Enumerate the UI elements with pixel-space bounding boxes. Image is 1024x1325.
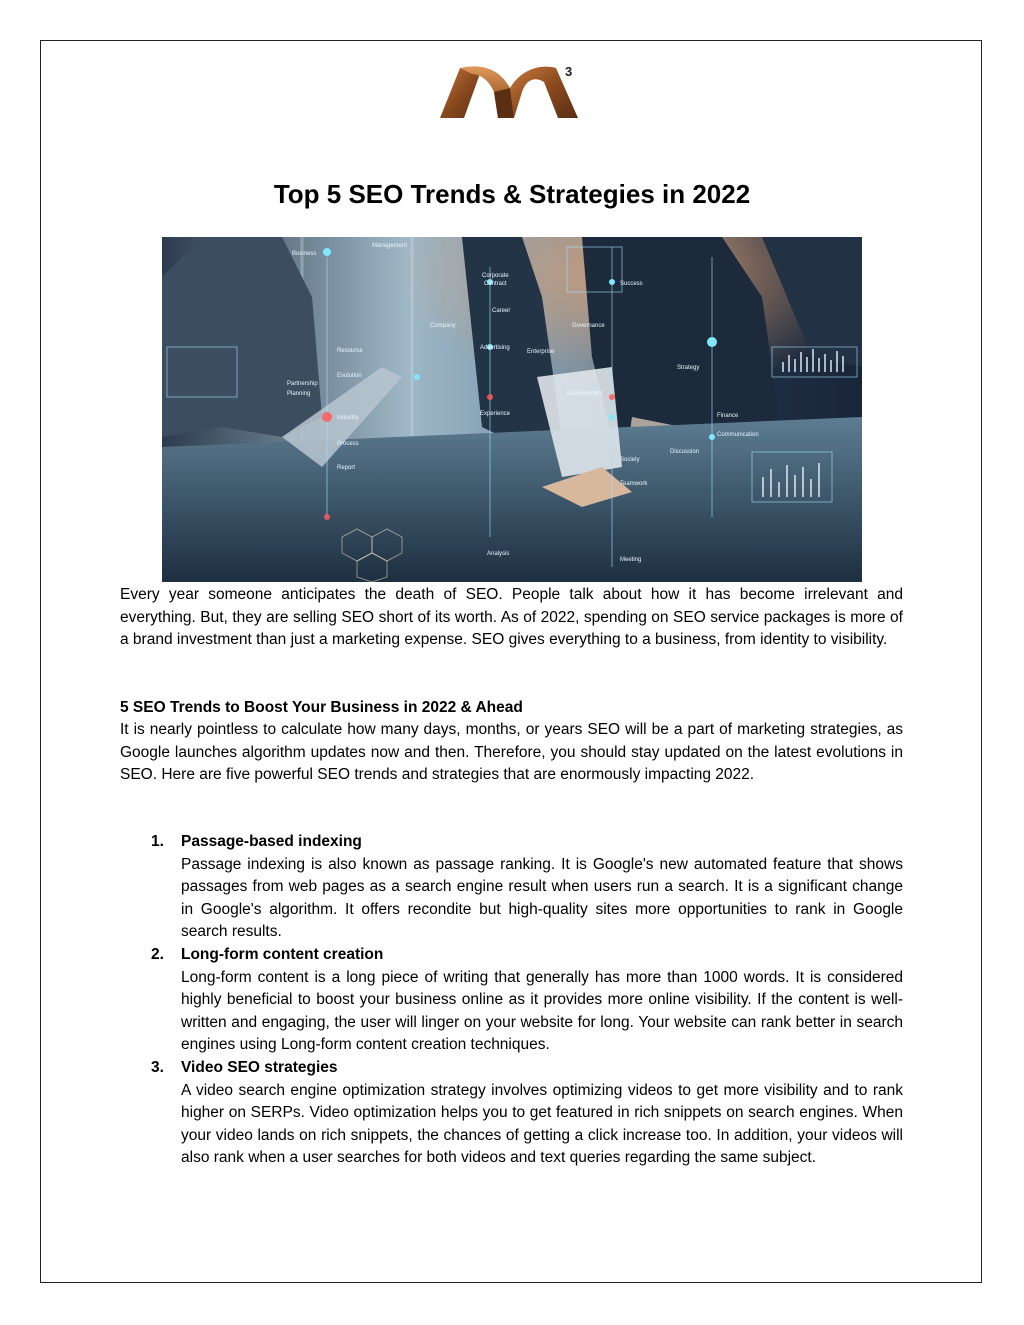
- section-heading: 5 SEO Trends to Boost Your Business in 2022 & Ahead: [120, 699, 523, 716]
- list-item-description: Passage indexing is also known as passage ranking. It is Google's new automated feature that shows passages from web pages as a search engine result when users run a search. It is a significant change in Google's algorithm. It offers recondite but high-quality sites more opportunities to rank in Google search results.: [181, 855, 903, 941]
- list-item-number: 2.: [151, 945, 164, 963]
- overlay-label: Teamwork: [620, 481, 648, 487]
- list-item: [120, 1057, 903, 1170]
- overlay-label: Contract: [484, 281, 507, 287]
- overlay-label: Success: [620, 281, 643, 287]
- page-title: Top 5 SEO Trends & Strategies in 2022: [273, 179, 751, 209]
- overlay-label: Career: [492, 308, 511, 314]
- overlay-label: Communication: [717, 432, 759, 438]
- list-item-title: Passage-based indexing: [181, 833, 362, 850]
- list-item-number: 3.: [151, 1058, 164, 1076]
- overlay-label: Management: [372, 243, 408, 249]
- logo-superscript: 3: [565, 64, 573, 79]
- overlay-label: Partnership: [287, 381, 318, 387]
- list-item-description: A video search engine optimization strategy involves optimizing videos to get more visibility and to rank higher on SERPs. Video optimization helps you to get featured in rich snippets on search engines. When your video lands on rich snippets, the chances of getting a click increase too. In addition, your videos will also rank when a user searches for both videos and text queries regarding the same subject.: [181, 1081, 903, 1167]
- overlay-label: Strategy: [677, 365, 700, 371]
- overlay-label: Meeting: [620, 557, 642, 563]
- overlay-label: Business: [292, 251, 317, 257]
- business-team-analytics-image: [162, 237, 862, 582]
- list-item-number: 1.: [151, 833, 164, 850]
- overlay-label: Discussion: [670, 449, 700, 455]
- overlay-label: Company: [430, 323, 456, 329]
- overlay-label: Planning: [287, 391, 311, 397]
- overlay-label: Enterprise: [527, 349, 555, 355]
- overlay-label: Experience: [480, 411, 511, 417]
- list-item: [120, 944, 903, 1057]
- overlay-label: Evolution: [337, 373, 362, 379]
- overlay-label: Resource: [337, 348, 363, 354]
- list-item-description: Long-form content is a long piece of writing that generally has more than 1000 words. It is considered highly beneficial to boost your business online as it provides more online visibility. If the content is well-written and engaging, the user will linger on your website for long. Your website can rank better in search engines using Long-form content creation techniques.: [181, 968, 903, 1054]
- overlay-label: Development: [567, 391, 603, 397]
- list-item-title: Long-form content creation: [181, 945, 384, 963]
- m3-logo-icon: [438, 62, 580, 122]
- overlay-label: Society: [620, 457, 640, 463]
- overlay-label: Corporate: [482, 273, 509, 279]
- intro-paragraph: Every year someone anticipates the death of SEO. People talk about how it has become irrelevant and everything. But, they are selling SEO short of its worth. As of 2022, spending on SEO service packages is more of a brand investment than just a marketing expense. SEO gives everything to a business, from identity to visibility.: [120, 586, 903, 649]
- overlay-label: Finance: [717, 413, 739, 419]
- overlay-label: Advertising: [480, 345, 510, 351]
- section-paragraph: It is nearly pointless to calculate how many days, months, or years SEO will be a part of marketing strategies, as Google launches algorithm updates now and then. Therefore, you should stay updated on the latest evolutions in SEO. Here are five powerful SEO trends and strategies that are enormously impacting 2022.: [120, 721, 903, 784]
- overlay-label: Process: [337, 441, 359, 447]
- list-item: [120, 831, 903, 944]
- trend-list: [120, 831, 903, 1170]
- overlay-label: Industry: [337, 415, 359, 421]
- overlay-label: Governance: [572, 323, 605, 329]
- list-item-title: Video SEO strategies: [181, 1058, 338, 1076]
- overlay-label: Analysis: [487, 551, 510, 557]
- overlay-label: Report: [337, 465, 356, 471]
